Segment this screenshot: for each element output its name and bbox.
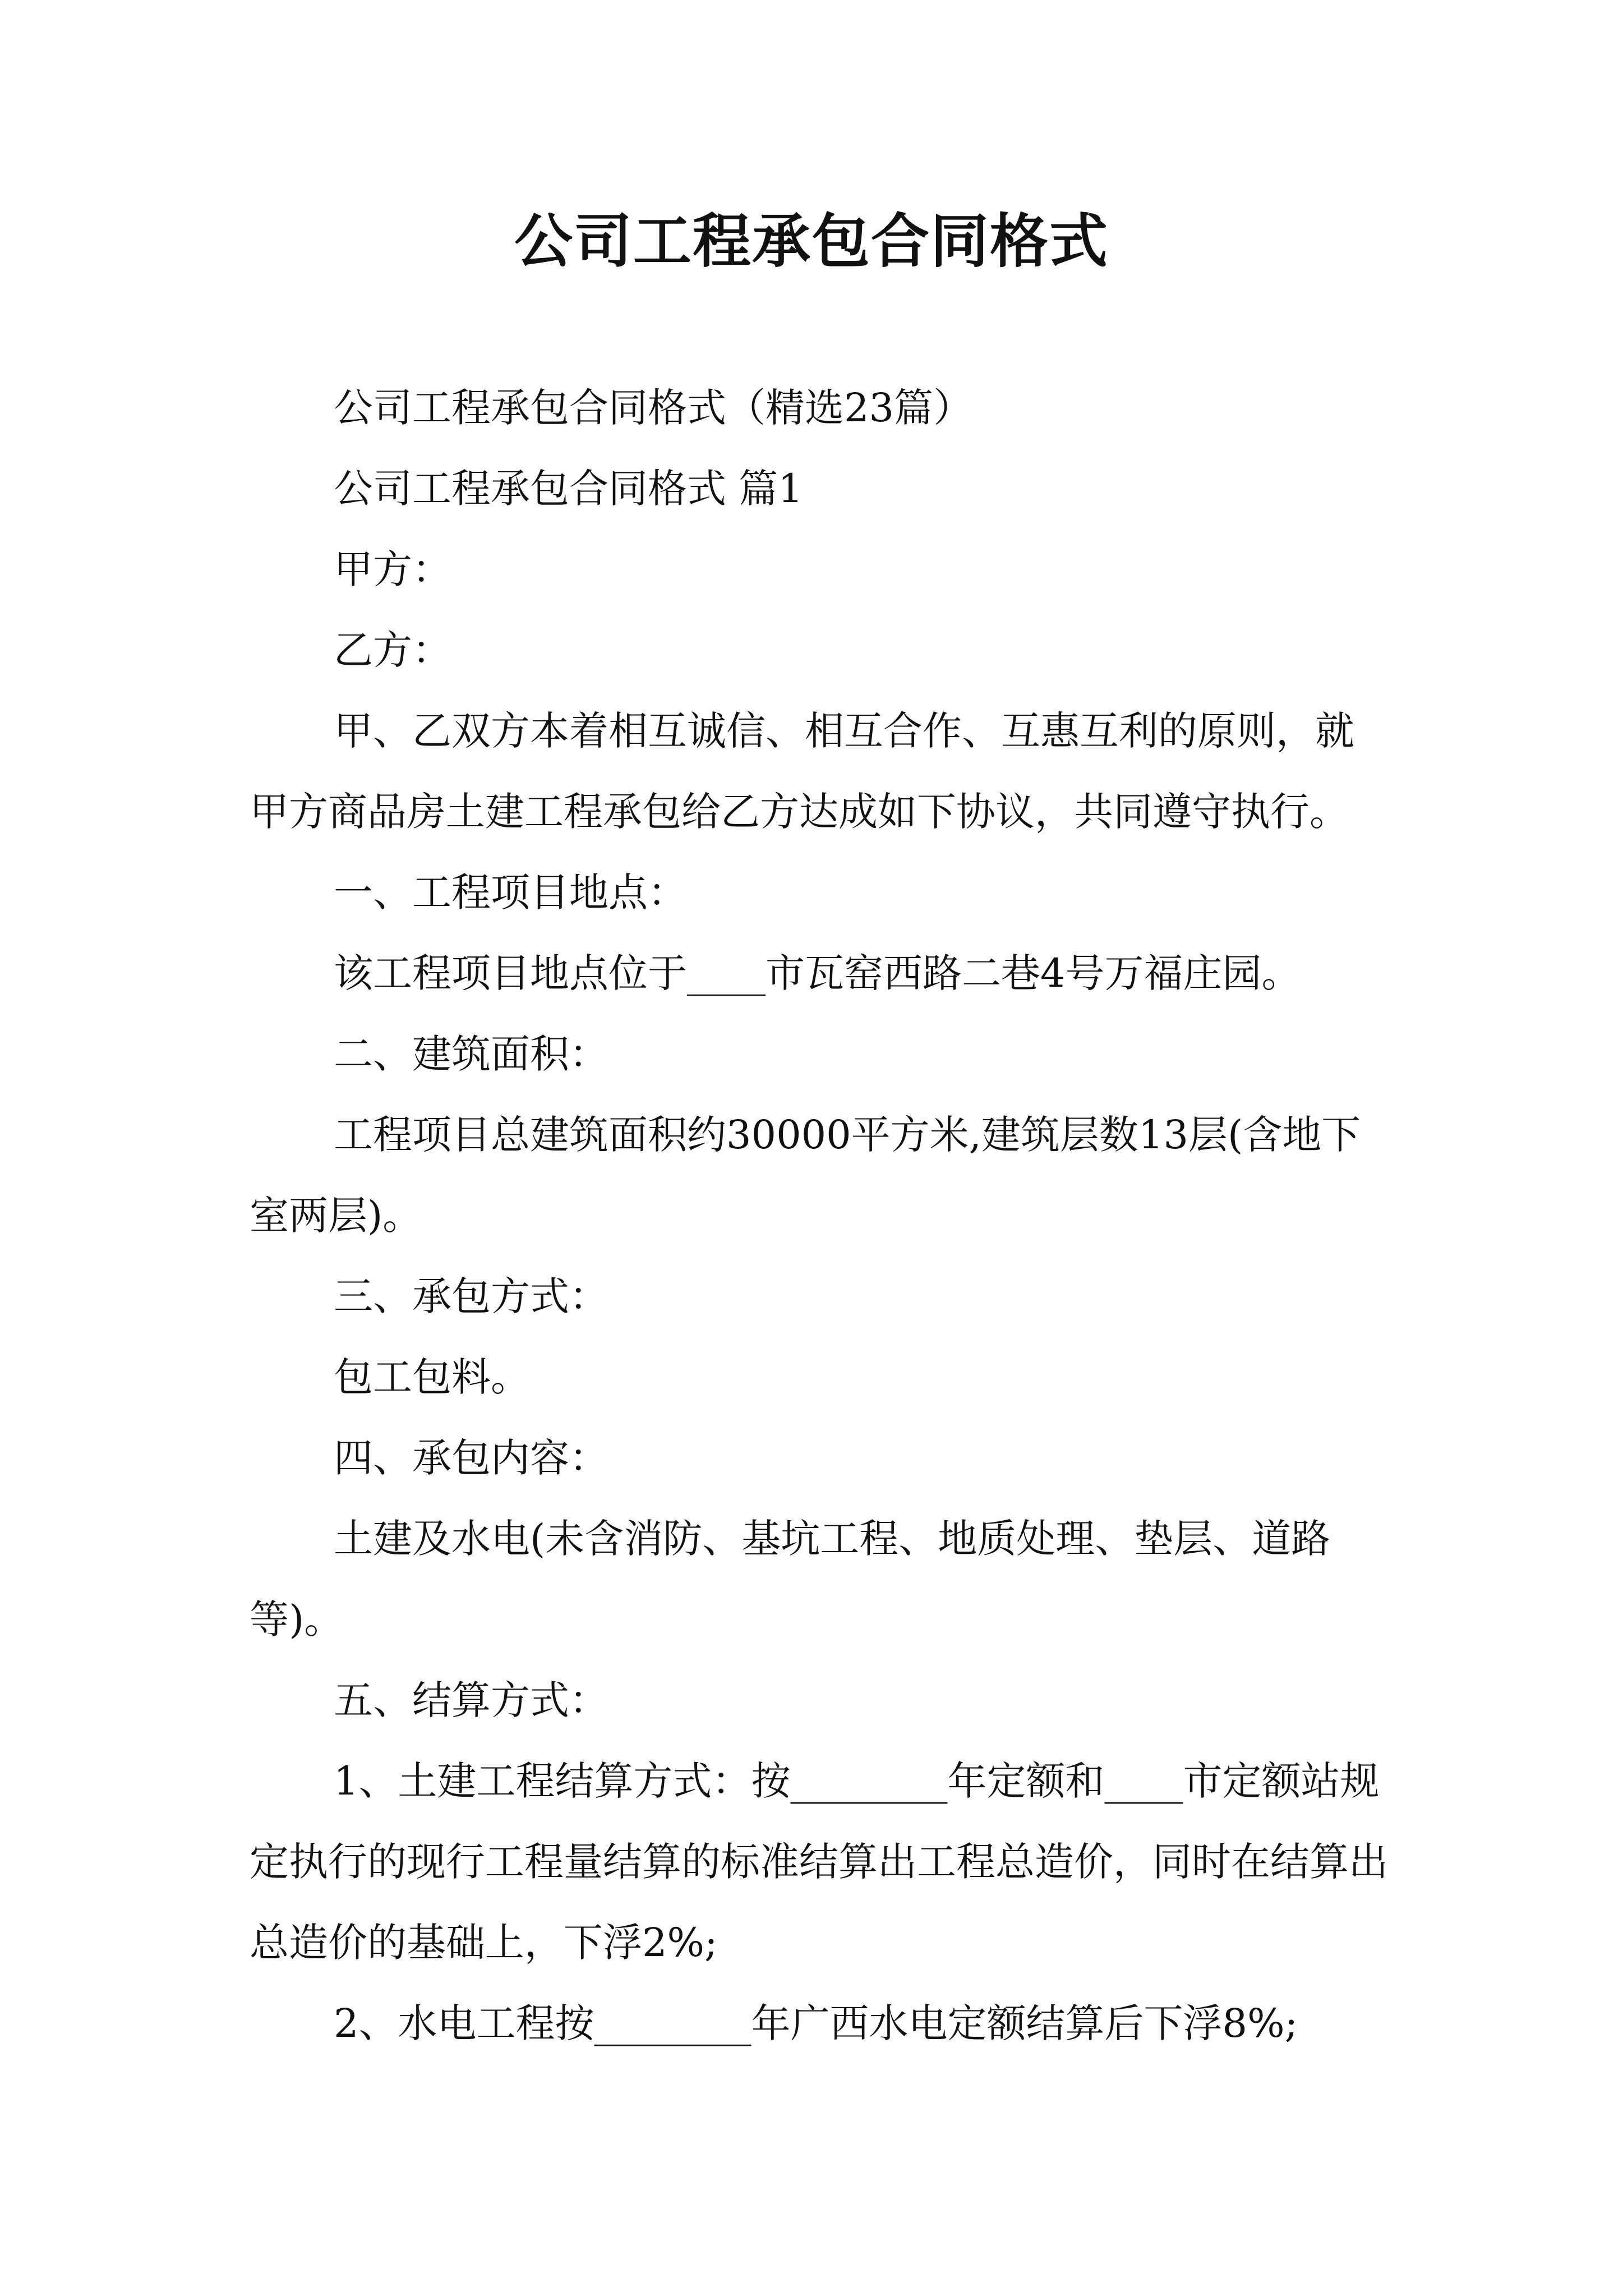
paragraph-settlement-1: 1、土建工程结算方式：按________年定额和____市定额站规定执行的现行工程量结算的标准结算出工程总造价，同时在结算出总造价的基础上，下浮2%;: [250, 1758, 1388, 1966]
paragraph-subtitle: 公司工程承包合同格式（精选23篇）: [334, 385, 973, 431]
paragraph-party-b: 乙方：: [334, 627, 451, 673]
paragraph-heading-settlement: 五、结算方式：: [334, 1677, 608, 1723]
paragraph-party-a: 甲方：: [334, 546, 451, 592]
paragraph-area: 工程项目总建筑面积约30000平方米,建筑层数13层(含地下室两层)。: [250, 1112, 1361, 1239]
document-body: [250, 367, 1388, 2064]
paragraph-section-heading: 公司工程承包合同格式 篇1: [334, 466, 803, 512]
paragraph-heading-method: 三、承包方式：: [334, 1273, 608, 1319]
paragraph-heading-location: 一、工程项目地点：: [334, 869, 687, 915]
paragraph-heading-content: 四、承包内容：: [334, 1435, 608, 1481]
document-title: 公司工程承包合同格式: [514, 207, 1109, 275]
paragraph-settlement-2: 2、水电工程按________年广西水电定额结算后下浮8%;: [334, 2000, 1298, 2046]
paragraph-method: 包工包料。: [334, 1354, 530, 1400]
paragraph-agreement-intro: 甲、乙双方本着相互诚信、相互合作、互惠互利的原则，就甲方商品房土建工程承包给乙方达成如下协议，共同遵守执行。: [250, 708, 1354, 835]
paragraph-location: 该工程项目地点位于____市瓦窑西路二巷4号万福庄园。: [334, 950, 1301, 996]
paragraph-heading-area: 二、建筑面积：: [334, 1031, 608, 1077]
paragraph-content: 土建及水电(未含消防、基坑工程、地质处理、垫层、道路等)。: [250, 1516, 1331, 1642]
